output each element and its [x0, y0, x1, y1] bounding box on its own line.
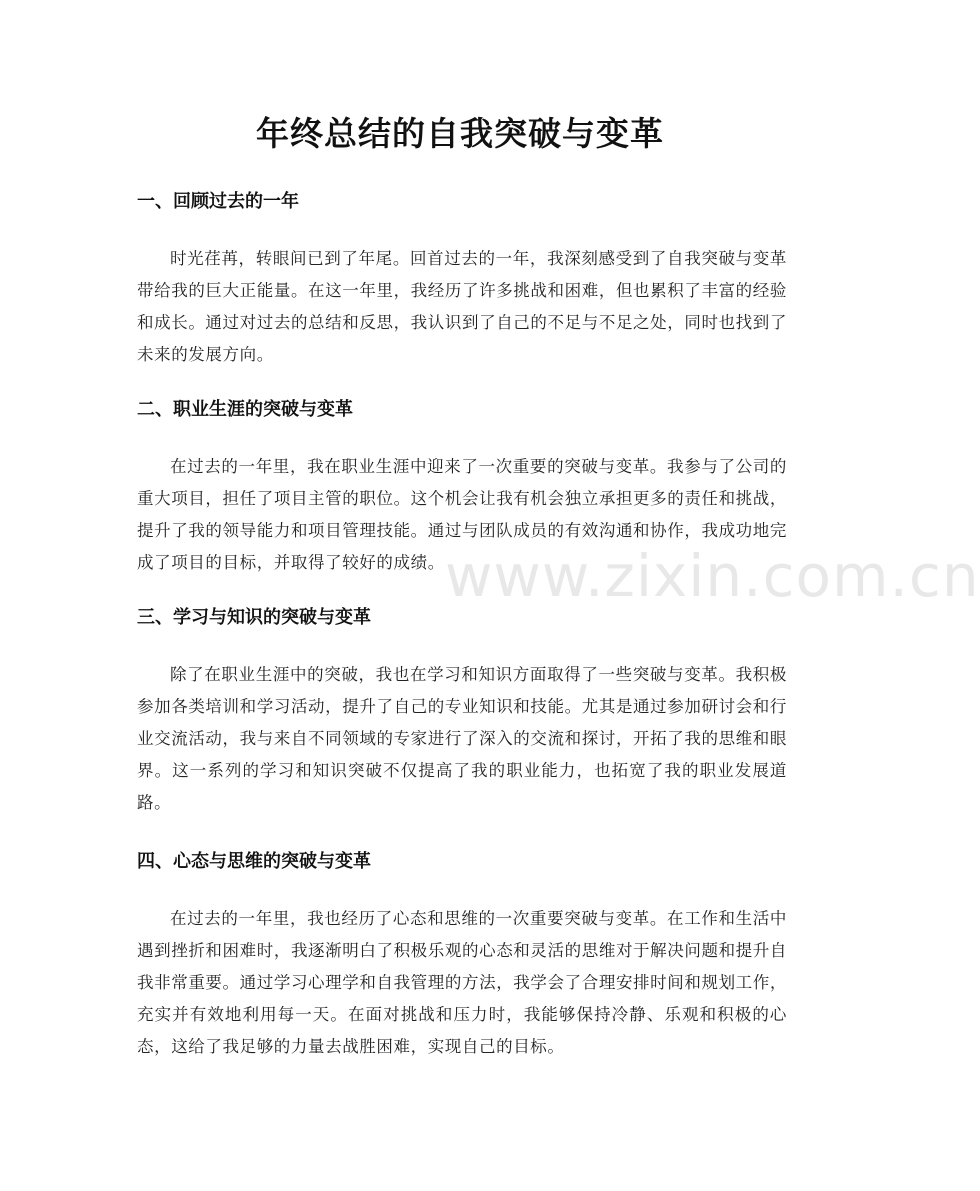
- watermark: www.zixin.com.cn: [445, 542, 980, 610]
- section-paragraph: 除了在职业生涯中的突破，我也在学习和知识方面取得了一些突破与变革。我积极参加各类培训和学习活动，提升了自己的专业知识和技能。尤其是通过参加研讨会和行业交流活动，我与来自不同领域的专家进行了深入的交流和探讨，开拓了我的思维和眼界。这一系列的学习和知识突破不仅提高了我的职业能力，也拓宽了我的职业发展道路。: [137, 665, 787, 812]
- section-learning: [137, 606, 787, 819]
- document-title: 年终总结的自我突破与变革: [256, 114, 664, 153]
- section-paragraph: 时光荏苒，转眼间已到了年尾。回首过去的一年，我深刻感受到了自我突破与变革带给我的巨大正能量。在这一年里，我经历了许多挑战和困难，但也累积了丰富的经验和成长。通过对过去的总结和反思，我认识到了自己的不足与不足之处，同时也找到了未来的发展方向。: [137, 249, 787, 364]
- section-heading: 二、职业生涯的突破与变革: [137, 399, 353, 420]
- section-paragraph: 在过去的一年里，我在职业生涯中迎来了一次重要的突破与变革。我参与了公司的重大项目，担任了项目主管的职位。这个机会让我有机会独立承担更多的责任和挑战，提升了我的领导能力和项目管理技能。通过与团队成员的有效沟通和协作，我成功地完成了项目的目标，并取得了较好的成绩。: [137, 457, 787, 572]
- section-heading: 四、心态与思维的突破与变革: [137, 851, 371, 872]
- section-mindset: [137, 850, 787, 1063]
- section-heading: 三、学习与知识的突破与变革: [137, 607, 371, 628]
- section-career: [137, 398, 787, 579]
- section-heading: 一、回顾过去的一年: [137, 191, 299, 212]
- section-review: [137, 190, 787, 371]
- section-paragraph: 在过去的一年里，我也经历了心态和思维的一次重要突破与变革。在工作和生活中遇到挫折和困难时，我逐渐明白了积极乐观的心态和灵活的思维对于解决问题和提升自我非常重要。通过学习心理学和自我管理的方法，我学会了合理安排时间和规划工作，充实并有效地利用每一天。在面对挑战和压力时，我能够保持冷静、乐观和积极的心态，这给了我足够的力量去战胜困难，实现自己的目标。: [137, 909, 787, 1056]
